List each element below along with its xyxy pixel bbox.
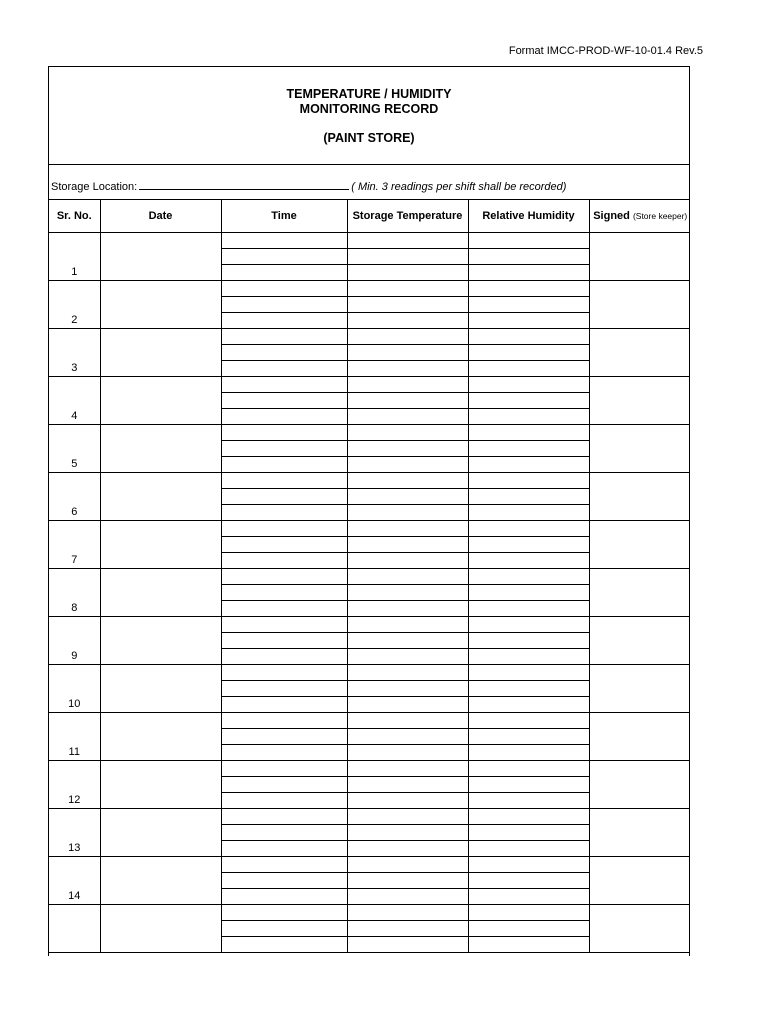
table-row — [49, 569, 690, 585]
table-row — [49, 617, 690, 633]
humidity-cell[interactable] — [468, 537, 589, 553]
humidity-cell[interactable] — [468, 889, 589, 905]
humidity-cell[interactable] — [468, 457, 589, 473]
sr-no-cell: 6 — [49, 473, 100, 521]
storage-location-row — [49, 165, 689, 199]
signature-cell[interactable] — [589, 809, 690, 857]
sr-no-cell: 9 — [49, 617, 100, 665]
humidity-cell[interactable] — [468, 249, 589, 265]
temperature-cell[interactable] — [347, 393, 468, 409]
temperature-cell[interactable] — [347, 681, 468, 697]
signature-cell[interactable] — [589, 329, 690, 377]
table-row — [49, 281, 690, 297]
humidity-cell[interactable] — [468, 857, 589, 873]
time-cell[interactable] — [221, 409, 347, 425]
table-row — [49, 905, 690, 921]
time-cell[interactable] — [221, 585, 347, 601]
temperature-cell[interactable] — [347, 553, 468, 569]
temperature-cell[interactable] — [347, 793, 468, 809]
date-cell[interactable] — [100, 425, 221, 473]
temperature-cell[interactable] — [347, 345, 468, 361]
sr-no-cell: 8 — [49, 569, 100, 617]
temperature-cell[interactable] — [347, 569, 468, 585]
date-cell[interactable] — [100, 809, 221, 857]
table-row — [49, 425, 690, 441]
temperature-cell[interactable] — [347, 729, 468, 745]
humidity-cell[interactable] — [468, 697, 589, 713]
temperature-cell[interactable] — [347, 505, 468, 521]
table-row — [49, 521, 690, 537]
humidity-cell[interactable] — [468, 809, 589, 825]
humidity-cell[interactable] — [468, 265, 589, 281]
humidity-cell[interactable] — [468, 745, 589, 761]
humidity-cell[interactable] — [468, 777, 589, 793]
humidity-cell[interactable] — [468, 329, 589, 345]
humidity-cell[interactable] — [468, 393, 589, 409]
temperature-cell[interactable] — [347, 697, 468, 713]
record-body — [49, 233, 690, 953]
table-row — [49, 857, 690, 873]
signature-cell[interactable] — [589, 713, 690, 761]
date-cell[interactable] — [100, 761, 221, 809]
humidity-cell[interactable] — [468, 905, 589, 921]
temperature-cell[interactable] — [347, 377, 468, 393]
date-cell[interactable] — [100, 521, 221, 569]
temperature-cell[interactable] — [347, 281, 468, 297]
time-cell[interactable] — [221, 569, 347, 585]
humidity-cell[interactable] — [468, 617, 589, 633]
humidity-cell[interactable] — [468, 841, 589, 857]
date-cell[interactable] — [100, 857, 221, 905]
humidity-cell[interactable] — [468, 873, 589, 889]
humidity-cell[interactable] — [468, 409, 589, 425]
temperature-cell[interactable] — [347, 825, 468, 841]
time-cell[interactable] — [221, 601, 347, 617]
record-table — [49, 199, 690, 953]
time-cell[interactable] — [221, 937, 347, 953]
time-cell[interactable] — [221, 377, 347, 393]
temperature-cell[interactable] — [347, 665, 468, 681]
table-row — [49, 233, 690, 249]
humidity-cell[interactable] — [468, 473, 589, 489]
temperature-cell[interactable] — [347, 857, 468, 873]
signature-cell[interactable] — [589, 425, 690, 473]
table-row — [49, 329, 690, 345]
humidity-cell[interactable] — [468, 793, 589, 809]
humidity-cell[interactable] — [468, 233, 589, 249]
humidity-cell[interactable] — [468, 361, 589, 377]
time-cell[interactable] — [221, 441, 347, 457]
temperature-cell[interactable] — [347, 905, 468, 921]
time-cell[interactable] — [221, 473, 347, 489]
time-cell[interactable] — [221, 857, 347, 873]
time-cell[interactable] — [221, 649, 347, 665]
time-cell[interactable] — [221, 905, 347, 921]
temperature-cell[interactable] — [347, 313, 468, 329]
humidity-cell[interactable] — [468, 921, 589, 937]
sr-no-cell: 14 — [49, 857, 100, 905]
temperature-cell[interactable] — [347, 297, 468, 313]
time-cell[interactable] — [221, 697, 347, 713]
temperature-cell[interactable] — [347, 841, 468, 857]
signature-cell[interactable] — [589, 233, 690, 281]
humidity-cell[interactable] — [468, 681, 589, 697]
humidity-cell[interactable] — [468, 441, 589, 457]
time-cell[interactable] — [221, 297, 347, 313]
sr-no-cell: 11 — [49, 713, 100, 761]
col-signed — [589, 200, 690, 233]
temperature-cell[interactable] — [347, 809, 468, 825]
sr-no-cell: 3 — [49, 329, 100, 377]
title-line-2: MONITORING RECORD — [299, 102, 439, 116]
temperature-cell[interactable] — [347, 329, 468, 345]
temperature-cell[interactable] — [347, 409, 468, 425]
temperature-cell[interactable] — [347, 921, 468, 937]
sr-no-cell: 1 — [49, 233, 100, 281]
date-cell[interactable] — [100, 569, 221, 617]
temperature-cell[interactable] — [347, 265, 468, 281]
time-cell[interactable] — [221, 809, 347, 825]
time-cell[interactable] — [221, 761, 347, 777]
humidity-cell[interactable] — [468, 521, 589, 537]
time-cell[interactable] — [221, 745, 347, 761]
humidity-cell[interactable] — [468, 505, 589, 521]
col-signed-label: Signed — [593, 210, 630, 222]
temperature-cell[interactable] — [347, 937, 468, 953]
storage-location-field[interactable] — [139, 179, 349, 190]
temperature-cell[interactable] — [347, 601, 468, 617]
title-line-1: TEMPERATURE / HUMIDITY — [286, 87, 452, 101]
humidity-cell[interactable] — [468, 937, 589, 953]
temperature-cell[interactable] — [347, 633, 468, 649]
humidity-cell[interactable] — [468, 313, 589, 329]
date-cell[interactable] — [100, 281, 221, 329]
col-signed-note: (Store keeper) — [632, 211, 688, 221]
temperature-cell[interactable] — [347, 425, 468, 441]
time-cell[interactable] — [221, 713, 347, 729]
time-cell[interactable] — [221, 249, 347, 265]
temperature-cell[interactable] — [347, 521, 468, 537]
time-cell[interactable] — [221, 393, 347, 409]
signature-cell[interactable] — [589, 857, 690, 905]
temperature-cell[interactable] — [347, 649, 468, 665]
signature-cell[interactable] — [589, 281, 690, 329]
time-cell[interactable] — [221, 889, 347, 905]
time-cell[interactable] — [221, 633, 347, 649]
sr-no-cell: 13 — [49, 809, 100, 857]
humidity-cell[interactable] — [468, 281, 589, 297]
time-cell[interactable] — [221, 921, 347, 937]
time-cell[interactable] — [221, 265, 347, 281]
temperature-cell[interactable] — [347, 441, 468, 457]
humidity-cell[interactable] — [468, 377, 589, 393]
time-cell[interactable] — [221, 329, 347, 345]
humidity-cell[interactable] — [468, 649, 589, 665]
sr-no-cell: 5 — [49, 425, 100, 473]
table-row — [49, 473, 690, 489]
time-cell[interactable] — [221, 665, 347, 681]
temperature-cell[interactable] — [347, 777, 468, 793]
time-cell[interactable] — [221, 617, 347, 633]
sr-no-cell: 2 — [49, 281, 100, 329]
table-row — [49, 713, 690, 729]
time-cell[interactable] — [221, 505, 347, 521]
temperature-cell[interactable] — [347, 745, 468, 761]
title-block — [49, 67, 689, 165]
humidity-cell[interactable] — [468, 297, 589, 313]
humidity-cell[interactable] — [468, 489, 589, 505]
signature-cell[interactable] — [589, 761, 690, 809]
title-subtitle: (PAINT STORE) — [323, 131, 415, 145]
time-cell[interactable] — [221, 345, 347, 361]
readings-note: ( Min. 3 readings per shift shall be recorded) — [351, 181, 567, 193]
humidity-cell[interactable] — [468, 601, 589, 617]
humidity-cell[interactable] — [468, 585, 589, 601]
col-time: Time — [221, 200, 347, 233]
sr-no-cell: 7 — [49, 521, 100, 569]
humidity-cell[interactable] — [468, 665, 589, 681]
time-cell[interactable] — [221, 553, 347, 569]
table-row — [49, 809, 690, 825]
temperature-cell[interactable] — [347, 249, 468, 265]
table-row — [49, 665, 690, 681]
time-cell[interactable] — [221, 537, 347, 553]
humidity-cell[interactable] — [468, 761, 589, 777]
format-code: Format IMCC-PROD-WF-10-01.4 Rev.5 — [508, 45, 703, 57]
storage-location-label: Storage Location: — [51, 181, 138, 193]
humidity-cell[interactable] — [468, 713, 589, 729]
signature-cell[interactable] — [589, 521, 690, 569]
col-storage-temperature: Storage Temperature — [347, 200, 468, 233]
temperature-cell[interactable] — [347, 873, 468, 889]
humidity-cell[interactable] — [468, 569, 589, 585]
temperature-cell[interactable] — [347, 713, 468, 729]
col-date: Date — [100, 200, 221, 233]
time-cell[interactable] — [221, 489, 347, 505]
temperature-cell[interactable] — [347, 617, 468, 633]
date-cell[interactable] — [100, 905, 221, 953]
col-sr-no: Sr. No. — [49, 200, 100, 233]
date-cell[interactable] — [100, 233, 221, 281]
humidity-cell[interactable] — [468, 825, 589, 841]
sr-no-cell: 4 — [49, 377, 100, 425]
temperature-cell[interactable] — [347, 361, 468, 377]
signature-cell[interactable] — [589, 617, 690, 665]
sr-no-cell — [49, 905, 100, 953]
temperature-cell[interactable] — [347, 233, 468, 249]
table-row — [49, 377, 690, 393]
time-cell[interactable] — [221, 457, 347, 473]
sr-no-cell: 12 — [49, 761, 100, 809]
temperature-cell[interactable] — [347, 473, 468, 489]
record-form — [48, 66, 690, 956]
time-cell[interactable] — [221, 361, 347, 377]
table-row — [49, 761, 690, 777]
temperature-cell[interactable] — [347, 457, 468, 473]
date-cell[interactable] — [100, 473, 221, 521]
time-cell[interactable] — [221, 281, 347, 297]
date-cell[interactable] — [100, 665, 221, 713]
humidity-cell[interactable] — [468, 425, 589, 441]
temperature-cell[interactable] — [347, 585, 468, 601]
sr-no-cell: 10 — [49, 665, 100, 713]
time-cell[interactable] — [221, 425, 347, 441]
time-cell[interactable] — [221, 793, 347, 809]
signature-cell[interactable] — [589, 905, 690, 953]
time-cell[interactable] — [221, 841, 347, 857]
humidity-cell[interactable] — [468, 729, 589, 745]
temperature-cell[interactable] — [347, 537, 468, 553]
time-cell[interactable] — [221, 521, 347, 537]
time-cell[interactable] — [221, 681, 347, 697]
temperature-cell[interactable] — [347, 889, 468, 905]
humidity-cell[interactable] — [468, 553, 589, 569]
signature-cell[interactable] — [589, 473, 690, 521]
humidity-cell[interactable] — [468, 345, 589, 361]
signature-cell[interactable] — [589, 569, 690, 617]
time-cell[interactable] — [221, 729, 347, 745]
time-cell[interactable] — [221, 313, 347, 329]
time-cell[interactable] — [221, 777, 347, 793]
date-cell[interactable] — [100, 329, 221, 377]
col-relative-humidity: Relative Humidity — [468, 200, 589, 233]
date-cell[interactable] — [100, 713, 221, 761]
date-cell[interactable] — [100, 617, 221, 665]
temperature-cell[interactable] — [347, 761, 468, 777]
signature-cell[interactable] — [589, 665, 690, 713]
signature-cell[interactable] — [589, 377, 690, 425]
date-cell[interactable] — [100, 377, 221, 425]
humidity-cell[interactable] — [468, 633, 589, 649]
time-cell[interactable] — [221, 825, 347, 841]
temperature-cell[interactable] — [347, 489, 468, 505]
header-row — [49, 200, 690, 233]
time-cell[interactable] — [221, 873, 347, 889]
time-cell[interactable] — [221, 233, 347, 249]
